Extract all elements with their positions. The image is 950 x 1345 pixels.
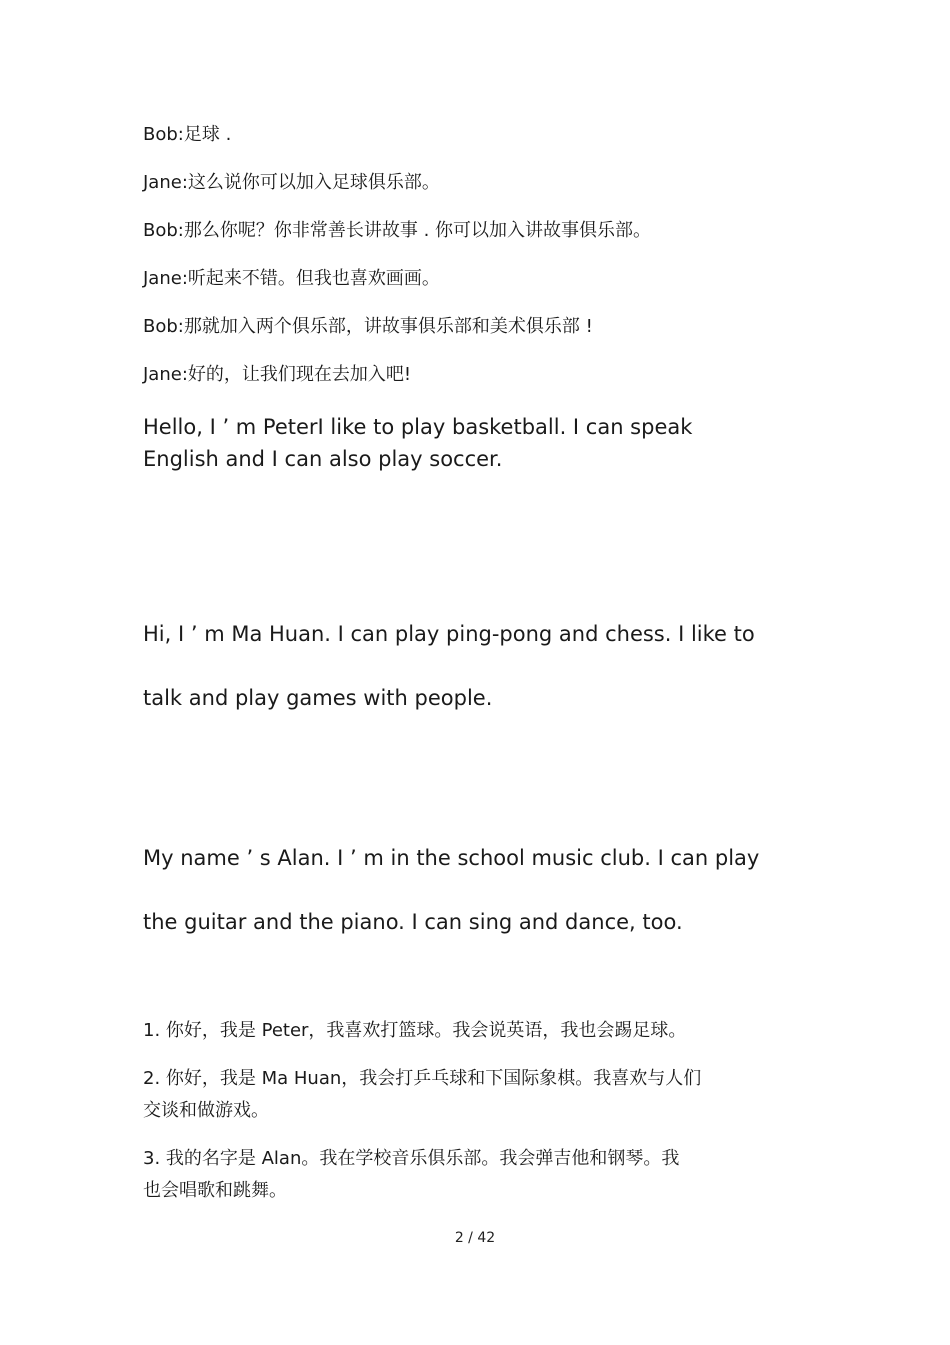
speaker-name: Bob: (143, 124, 184, 145)
dialogue-text: 那就加入两个俱乐部，讲故事俱乐部和美术俱乐部 ! (183, 316, 593, 337)
translation-line: 1. 你好，我是 Peter，我喜欢打篮球。我会说英语，我也会踢足球。 (143, 1020, 687, 1041)
speaker-name: Bob: (143, 220, 184, 241)
speaker-name: Jane: (143, 364, 188, 385)
passage-line: English and I can also play soccer. (143, 447, 503, 471)
speaker-name: Jane: (143, 268, 188, 289)
dialogue-line (143, 267, 440, 291)
passage-line: talk and play games with people. (143, 686, 493, 710)
dialogue-line (143, 171, 440, 195)
english-passage-peter (143, 411, 692, 475)
english-passage-ma-huan (143, 602, 755, 730)
dialogue-line (143, 315, 593, 339)
passage-line: the guitar and the piano. I can sing and dance, too. (143, 910, 683, 934)
dialogue-text: 好的，让我们现在去加入吧! (187, 364, 412, 385)
dialogue-line (143, 123, 231, 147)
speaker-name: Jane: (143, 172, 188, 193)
dialogue-line (143, 219, 651, 243)
dialogue-text: 这么说你可以加入足球俱乐部。 (187, 172, 440, 193)
passage-line: My name ’ s Alan. I ’ m in the school music club. I can play (143, 846, 760, 870)
dialogue-text: 听起来不错。但我也喜欢画画。 (187, 268, 440, 289)
translation-line: 2. 你好，我是 Ma Huan，我会打乒乓球和下国际象棋。我喜欢与人们 (143, 1068, 702, 1089)
passage-line: Hello, I ’ m PeterI like to play basketball. I can speak (143, 415, 693, 439)
dialogue-line (143, 363, 411, 387)
translation-1 (143, 1015, 686, 1047)
passage-line: Hi, I ’ m Ma Huan. I can play ping-pong and chess. I like to (143, 622, 755, 646)
english-passage-alan (143, 826, 759, 954)
translation-line: 3. 我的名字是 Alan。我在学校音乐俱乐部。我会弹吉他和钢琴。我 (143, 1148, 680, 1169)
speaker-name: Bob: (143, 316, 184, 337)
dialogue-text: 足球 . (183, 124, 232, 145)
dialogue-text: 那么你呢？你非常善长讲故事 . 你可以加入讲故事俱乐部。 (183, 220, 652, 241)
translation-line: 也会唱歌和跳舞。 (143, 1180, 287, 1201)
translation-3 (143, 1143, 679, 1207)
translation-line: 交谈和做游戏。 (143, 1100, 269, 1121)
page-number: 2 / 42 (454, 1230, 496, 1246)
translation-2 (143, 1063, 701, 1127)
